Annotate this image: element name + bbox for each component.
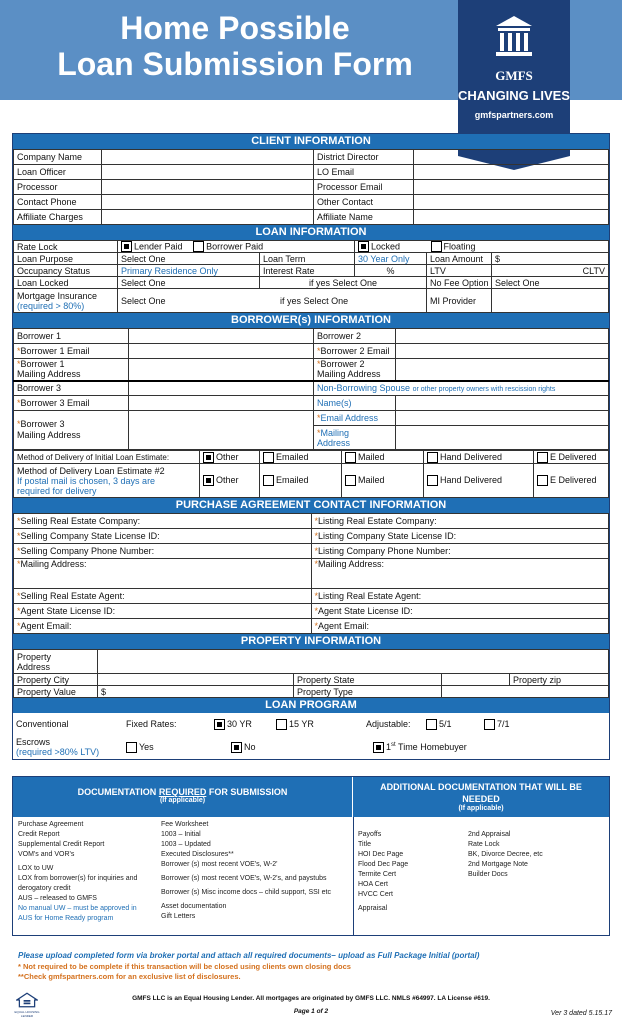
borrower-table: [13, 328, 609, 450]
nbs-names-input[interactable]: [396, 396, 609, 411]
arm-51-checkbox[interactable]: [426, 719, 437, 730]
documentation-box: [12, 776, 610, 936]
le2-edelivered-option: E Delivered: [534, 464, 609, 498]
le2-emailed-option: Emailed: [260, 464, 342, 498]
borrower-1-email-input[interactable]: [129, 344, 314, 359]
field-label: *Borrower 1 Mailing Address: [14, 359, 129, 381]
doc-item: BK, Divorce Decree, etc: [468, 851, 543, 858]
property-value-input[interactable]: $: [98, 686, 294, 698]
property-type-input[interactable]: [442, 686, 609, 698]
doc-item: Builder Docs: [468, 871, 508, 878]
field-label: *Mailing Address: [314, 426, 396, 450]
le2-edelivered-checkbox[interactable]: [537, 475, 548, 486]
doc-list-2: [161, 820, 351, 922]
escrow-yes-checkbox[interactable]: [126, 742, 137, 753]
initial-edelivered-option: E Delivered: [534, 451, 609, 464]
listing-phone-field[interactable]: *Listing Company Phone Number:: [311, 544, 609, 559]
doc-item: Flood Dec Page: [358, 861, 409, 868]
borrower-3-input[interactable]: [129, 381, 314, 396]
field-label: *Borrower 1 Email: [14, 344, 129, 359]
field-label: No Fee Option: [427, 277, 492, 289]
doc-item: Credit Report: [18, 831, 60, 838]
doc-item: Appraisal: [358, 905, 388, 912]
mi-select[interactable]: Select One if yes Select One: [118, 289, 427, 313]
doc-item-note: AUS for Home Ready program: [18, 915, 114, 922]
doc-item: Borrower (s) Misc income docs – child support, SSI etc: [161, 889, 332, 896]
doc-item: HOI Dec Page: [358, 851, 404, 858]
borrower-3-email-input[interactable]: [129, 396, 314, 411]
fixed-15-option: 15 YR: [273, 713, 363, 735]
le2-mailed-option: Mailed: [342, 464, 424, 498]
field-label: Processor Email: [314, 180, 414, 195]
doc-divider: [353, 817, 354, 935]
doc-required-header: DOCUMENTATION REQUIRED FOR SUBMISSION (If applicable): [13, 777, 353, 817]
delivery-table: [13, 450, 609, 498]
field-label: LO Email: [314, 165, 414, 180]
field-label: Property City: [14, 674, 98, 686]
locked-checkbox[interactable]: [358, 241, 369, 252]
field-label: Property Type: [294, 686, 442, 698]
initial-mailed-checkbox[interactable]: [345, 452, 356, 463]
property-zip-field[interactable]: Property zip: [510, 674, 609, 686]
selling-license-field[interactable]: *Selling Company State License ID:: [14, 529, 312, 544]
le2-other-checkbox[interactable]: [203, 475, 214, 486]
doc-item-note: No manual UW – must be approved in: [18, 905, 137, 912]
field-label: District Director: [314, 150, 414, 165]
loan-amount-input[interactable]: $: [492, 253, 609, 265]
initial-emailed-option: Emailed: [260, 451, 342, 464]
doc-item: 1003 – Initial: [161, 831, 201, 838]
doc-item: 2nd Appraisal: [468, 831, 511, 838]
brand-tagline: CHANGING LIVES: [458, 88, 570, 103]
program-table: [13, 713, 609, 759]
doc-item: Payoffs: [358, 831, 382, 838]
lender-paid-checkbox[interactable]: [121, 241, 132, 252]
fixed-30-option: 30 YR: [211, 713, 273, 735]
field-label: Name(s): [314, 396, 396, 411]
processor-email-input[interactable]: [414, 180, 609, 195]
selling-mailing-field[interactable]: *Mailing Address:: [14, 559, 312, 589]
bank-building-icon: [494, 14, 534, 58]
form-title: Home Possible Loan Submission Form: [57, 10, 413, 82]
upload-instructions: Please upload completed form via broker portal and attach all required documents– upload as Full Package Initial (portal): [18, 951, 480, 960]
doc-item: HOA Cert: [358, 881, 388, 888]
field-label: Affiliate Name: [314, 210, 414, 225]
borrower-paid-checkbox[interactable]: [193, 241, 204, 252]
field-label: Loan Purpose: [14, 253, 118, 265]
loan-table: [13, 240, 609, 313]
ltv-input[interactable]: LTV: [427, 265, 492, 277]
listing-agent-license-field[interactable]: *Agent State License ID:: [311, 604, 609, 619]
field-label: *Borrower 2 Email: [314, 344, 396, 359]
selling-agent-license-field[interactable]: *Agent State License ID:: [14, 604, 312, 619]
property-table: [13, 649, 609, 698]
escrow-no-checkbox[interactable]: [231, 742, 242, 753]
arm-71-option: 7/1: [481, 713, 609, 735]
doc-item: Fee Worksheet: [161, 821, 209, 828]
doc-additional-header: ADDITIONAL DOCUMENTATION THAT WILL BE NEEDED (If applicable): [353, 777, 609, 817]
listing-agent-field[interactable]: *Listing Real Estate Agent:: [311, 589, 609, 604]
field-label: Interest Rate: [260, 265, 355, 277]
borrower-2-input[interactable]: [396, 329, 609, 344]
doc-item: Termite Cert: [358, 871, 397, 878]
le2-hand-option: Hand Delivered: [424, 464, 534, 498]
fixed-15-checkbox[interactable]: [276, 719, 287, 730]
arm-51-option: 5/1: [423, 713, 481, 735]
doc-item: Supplemental Credit Report: [18, 841, 105, 848]
section-client: CLIENT INFORMATION: [13, 134, 609, 149]
initial-hand-checkbox[interactable]: [427, 452, 438, 463]
field-label: Loan Amount: [427, 253, 492, 265]
selling-company-field[interactable]: *Selling Real Estate Company:: [14, 514, 312, 529]
loan-locked-select[interactable]: Select One: [118, 277, 260, 289]
doc-item: LOX to UW: [18, 865, 54, 872]
section-loan: LOAN INFORMATION: [13, 225, 609, 240]
no-fee-select[interactable]: Select One: [492, 277, 609, 289]
initial-hand-option: Hand Delivered: [424, 451, 534, 464]
initial-other-option: Other: [200, 451, 260, 464]
field-label: Rate Lock: [14, 241, 118, 253]
if-yes-select[interactable]: if yes Select One: [260, 277, 427, 289]
affiliate-charges-input[interactable]: [102, 210, 314, 225]
escrow-no-option: No: [211, 735, 363, 759]
field-label: Adjustable:: [366, 719, 411, 730]
lo-email-input[interactable]: [414, 165, 609, 180]
doc-item: Gift Letters: [161, 913, 196, 920]
loan-officer-input[interactable]: [102, 165, 314, 180]
field-label: Affiliate Charges: [14, 210, 102, 225]
cltv-input[interactable]: CLTV: [492, 265, 609, 277]
processor-input[interactable]: [102, 180, 314, 195]
listing-mailing-field[interactable]: *Mailing Address:: [311, 559, 609, 589]
doc-item: Purchase Agreement: [18, 821, 84, 828]
mi-provider-input[interactable]: [492, 289, 609, 313]
loan-purpose-select[interactable]: Select One: [118, 253, 260, 265]
page-number: Page 1 of 2: [293, 1008, 329, 1015]
field-label: Loan Officer: [14, 165, 102, 180]
escrow-yes-option: Yes: [123, 735, 211, 759]
property-city-input[interactable]: [98, 674, 294, 686]
doc-item: Rate Lock: [468, 841, 500, 848]
first-time-checkbox[interactable]: [373, 742, 384, 753]
section-borrower: BORROWER(s) INFORMATION: [13, 313, 609, 328]
contact-phone-input[interactable]: [102, 195, 314, 210]
nbs-label: Non-Borrowing Spouse or other property owners with rescission rights: [314, 381, 609, 396]
rate-lock-options: Lender Paid Borrower Paid: [118, 241, 355, 253]
field-label: Borrower 1: [14, 329, 129, 344]
loan-term-value: 30 Year Only: [355, 253, 427, 265]
other-contact-input[interactable]: [414, 195, 609, 210]
borrower-3-address-input[interactable]: [129, 411, 314, 450]
mi-label: Mortgage Insurance (required > 80%): [14, 289, 118, 313]
doc-item: Borrower (s) most recent VOE's, W-2': [161, 861, 278, 868]
doc-list-1: [18, 820, 158, 924]
method-2-label: Method of Delivery Loan Estimate #2 If postal mail is chosen, 3 days are required for delivery: [14, 464, 200, 498]
field-label: Property State: [294, 674, 442, 686]
doc-list-4: [468, 830, 608, 880]
borrower-2-email-input[interactable]: [396, 344, 609, 359]
purchase-table: [13, 513, 609, 634]
footnote-1: * Not required to be complete if this transaction will be closed using clients own closing docs: [18, 962, 351, 971]
field-label: MI Provider: [427, 289, 492, 313]
doc-item: Borrower (s) most recent VOE's, W-2's, and paystubs: [161, 875, 327, 882]
selling-phone-field[interactable]: *Selling Company Phone Number:: [14, 544, 312, 559]
lock-status-options: Locked Floating: [355, 241, 609, 253]
doc-item: 1003 – Updated: [161, 841, 211, 848]
le2-hand-checkbox[interactable]: [427, 475, 438, 486]
company-name-input[interactable]: [102, 150, 314, 165]
section-purchase: PURCHASE AGREEMENT CONTACT INFORMATION: [13, 498, 609, 513]
field-label: Processor: [14, 180, 102, 195]
field-label: Loan Term: [260, 253, 355, 265]
footnote-2: **Check gmfspartners.com for an exclusive list of disclosures.: [18, 972, 241, 981]
le2-emailed-checkbox[interactable]: [263, 475, 274, 486]
field-label: *Email Address: [314, 411, 396, 426]
listing-company-field[interactable]: *Listing Real Estate Company:: [311, 514, 609, 529]
affiliate-name-input[interactable]: [414, 210, 609, 225]
field-label: Other Contact: [314, 195, 414, 210]
selling-agent-field[interactable]: *Selling Real Estate Agent:: [14, 589, 312, 604]
doc-list-3: [358, 830, 468, 914]
field-label: Contact Phone: [14, 195, 102, 210]
doc-item: Executed Disclosures**: [161, 851, 234, 858]
doc-item: Title: [358, 841, 371, 848]
initial-mailed-option: Mailed: [342, 451, 424, 464]
listing-license-field[interactable]: *Listing Company State License ID:: [311, 529, 609, 544]
arm-71-checkbox[interactable]: [484, 719, 495, 730]
first-time-option: 1st Time Homebuyer: [363, 735, 609, 759]
property-state-input[interactable]: [442, 674, 510, 686]
doc-item: 2nd Mortgage Note: [468, 861, 528, 868]
field-label: Conventional: [16, 719, 69, 730]
field-label: Company Name: [14, 150, 102, 165]
field-label: Method of Delivery of Initial Loan Estimate:: [14, 451, 200, 464]
property-address-input[interactable]: [98, 650, 609, 674]
section-program: LOAN PROGRAM: [13, 698, 609, 713]
borrower-1-address-input[interactable]: [129, 359, 314, 381]
field-label: Occupancy Status: [14, 265, 118, 277]
initial-emailed-checkbox[interactable]: [263, 452, 274, 463]
doc-item: AUS – released to GMFS: [18, 895, 97, 902]
field-label: Property Address: [14, 650, 98, 674]
doc-item: Asset documentation: [161, 903, 227, 910]
field-label: *Borrower 2 Mailing Address: [314, 359, 396, 381]
district-director-input[interactable]: [414, 150, 609, 165]
listing-agent-email-field[interactable]: *Agent Email:: [311, 619, 609, 634]
equal-housing-logo: EQUAL HOUSING LENDER: [14, 992, 40, 1018]
interest-rate-input[interactable]: %: [355, 265, 427, 277]
floating-checkbox[interactable]: [431, 241, 442, 252]
fixed-30-checkbox[interactable]: [214, 719, 225, 730]
section-property: PROPERTY INFORMATION: [13, 634, 609, 649]
field-label: Property Value: [14, 686, 98, 698]
borrower-2-address-input[interactable]: [396, 359, 609, 381]
nbs-email-input[interactable]: [396, 411, 609, 426]
borrower-1-input[interactable]: [129, 329, 314, 344]
brand-name: GMFS: [495, 68, 533, 83]
field-label: *Borrower 3 Mailing Address: [14, 411, 129, 450]
selling-agent-email-field[interactable]: *Agent Email:: [14, 619, 312, 634]
doc-item: LOX from borrower(s) for inquiries and: [18, 875, 138, 882]
legal-text: GMFS LLC is an Equal Housing Lender. All mortgages are originated by GMFS LLC. NMLS #64997. LA License #619.: [132, 995, 490, 1002]
field-label: Borrower 3: [14, 381, 129, 396]
nbs-address-input[interactable]: [396, 426, 609, 450]
occupancy-value: Primary Residence Only: [118, 265, 260, 277]
brand-site: gmfspartners.com: [474, 110, 554, 120]
field-label: Loan Locked: [14, 277, 118, 289]
field-label: Fixed Rates:: [126, 719, 177, 730]
field-label: Borrower 2: [314, 329, 396, 344]
initial-edelivered-checkbox[interactable]: [537, 452, 548, 463]
initial-other-checkbox[interactable]: [203, 452, 214, 463]
le2-mailed-checkbox[interactable]: [345, 475, 356, 486]
escrow-label: Escrows (required >80% LTV): [16, 737, 100, 758]
doc-item: derogatory credit: [18, 885, 71, 892]
le2-other-option: Other: [200, 464, 260, 498]
loan-form: [12, 133, 610, 760]
version-text: Ver 3 dated 5.15.17: [550, 1010, 612, 1017]
doc-item: VOM's and VOR's: [18, 851, 75, 858]
field-label: *Borrower 3 Email: [14, 396, 129, 411]
doc-item: HVCC Cert: [358, 891, 394, 898]
client-table: [13, 149, 609, 225]
